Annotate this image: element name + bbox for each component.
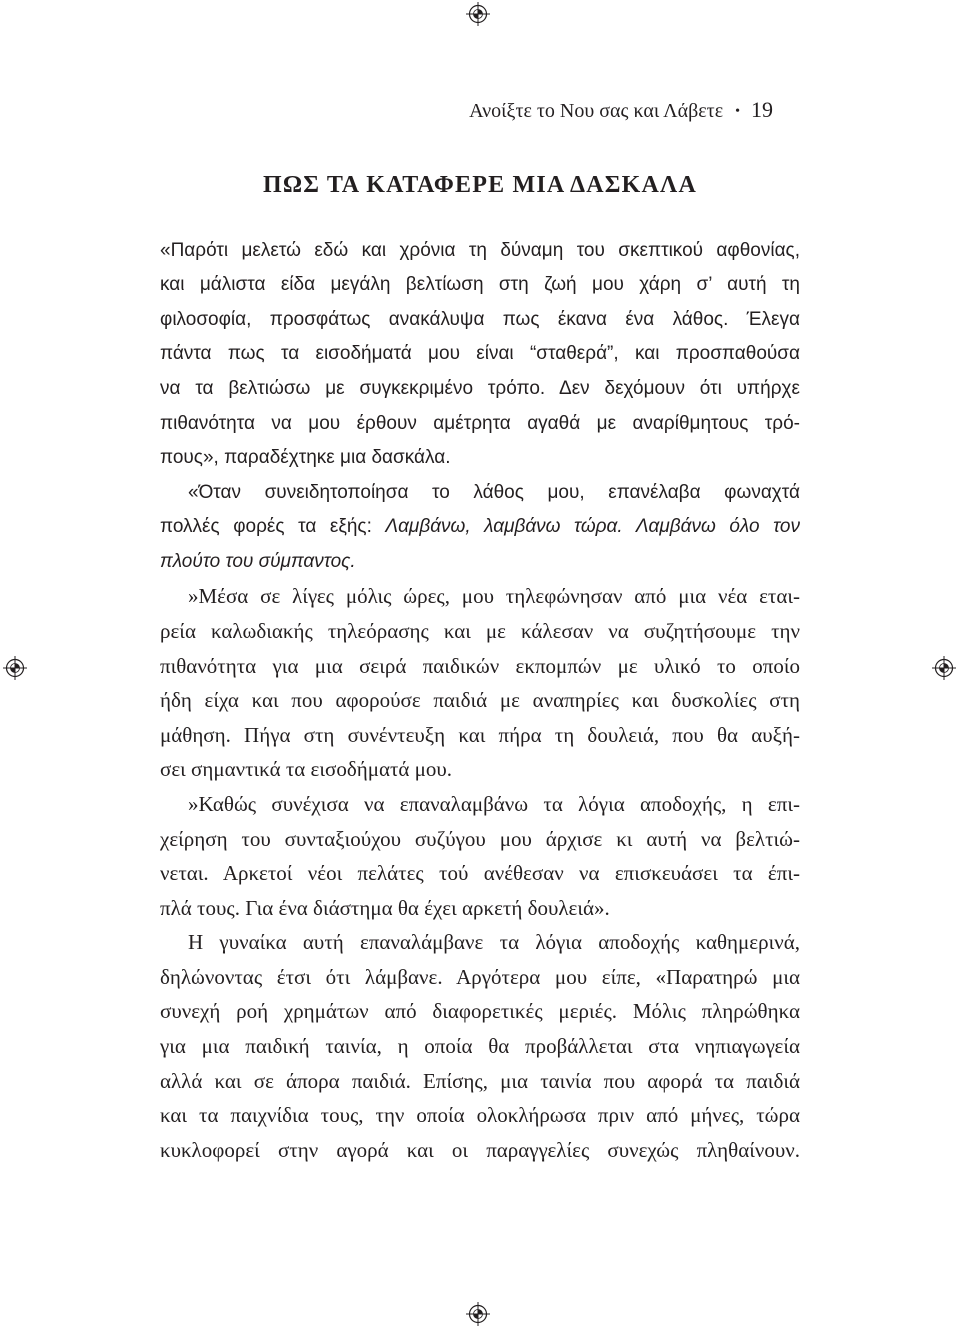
text-line: «Όταν συνειδητοποίησα το λάθος μου, επανέλαβα φωναχτά: [188, 481, 800, 503]
page-number: 19: [751, 97, 773, 122]
registration-mark-icon: [932, 656, 956, 680]
paragraph: [160, 925, 800, 1167]
text-line: και τα παιχνίδια τους, την οποία ολοκλήρωσα πριν από μήνες, τώρα: [160, 1103, 800, 1128]
running-head: [469, 95, 773, 125]
text-line: πους», παραδέχτηκε μια δασκάλα.: [160, 447, 451, 469]
text-line: συνεχή ροή χρημάτων από διαφορετικές μεριές. Μόλις πληρώθηκα: [160, 999, 800, 1024]
text-line: »Καθώς συνέχισα να επαναλαμβάνω τα λόγια αποδοχής, η επι-: [188, 791, 800, 816]
text-line: πάντα πως τα εισοδήματά μου είναι “σταθερά”, και προσπαθούσα: [160, 343, 800, 365]
text-line: »Μέσα σε λίγες μόλις ώρες, μου τηλεφώνησαν από μια νέα εται-: [188, 584, 800, 609]
text-line: πιθανότητα για μια σειρά παιδικών εκπομπών με υλικό το οποίο: [160, 653, 800, 678]
text-line: φιλοσοφία, προσφάτως ανακάλυψα πως έκανα ένα λάθος. Έλεγα: [160, 308, 800, 330]
text-line: κυκλοφορεί στην αγορά και οι παραγγελίες συνεχώς πληθαίνουν.: [160, 1137, 800, 1162]
text-line: χείρηση του συνταξιούχου συζύγου μου άρχισε κι αυτή να βελτιώ-: [160, 826, 800, 851]
text-line: Η γυναίκα αυτή επαναλάμβανε τα λόγια αποδοχής καθημερινά,: [188, 930, 800, 955]
text-line: δηλώνοντας έτσι ότι λάμβανε. Αργότερα μου είπε, «Παρατηρώ μια: [160, 964, 800, 989]
text-line: ρεία καλωδιακής τηλεόρασης και με κάλεσαν να συζητήσουμε την: [160, 619, 800, 644]
registration-mark-icon: [466, 1302, 490, 1326]
body-text: [160, 234, 800, 1168]
text-line: [160, 545, 800, 580]
text-line: μάθηση. Πήγα στη συνέντευξη και πήρα τη δουλειά, που θα αυξή-: [160, 722, 800, 747]
text-line: αλλά και σε άπορα παιδιά. Επίσης, μια ταινία που αφορά τα παιδιά: [160, 1068, 800, 1093]
running-title: Ανοίξτε το Νου σας και Λάβετε: [469, 100, 724, 122]
text-line: πιθανότητα να μου έρθουν αμέτρητα αγαθά με αναρίθμητους τρό-: [160, 412, 800, 434]
bullet-separator: •: [735, 104, 740, 119]
section-heading: ΠΩΣ ΤΑ ΚΑΤΑΦΕΡΕ ΜΙΑ ΔΑΣΚΑΛΑ: [262, 172, 697, 198]
paragraph: [160, 579, 800, 786]
text-line: για μια παιδική ταινία, η οποία θα προβάλλεται στα νηπιαγωγεία: [160, 1033, 800, 1058]
text-segment: πολλές φορές τα εξής:: [160, 516, 372, 538]
text-line: και μάλιστα είδα μεγάλη βελτίωση στη ζωή μου χάρη σ’ αυτή τη: [160, 274, 800, 296]
text-line: να τα βελτιώσω με συγκεκριμένο τρόπο. Δεν δεχόμουν ότι υπήρχε: [160, 378, 800, 399]
text-line: [160, 510, 800, 545]
paragraph: [160, 787, 800, 925]
registration-mark-icon: [466, 2, 490, 26]
paragraph: [160, 476, 800, 580]
italic-text-segment: Λαμβάνω, λαμβάνω τώρα. Λαμβάνω όλο τον: [385, 516, 801, 538]
italic-text-segment: πλούτο του σύμπαντος.: [160, 550, 356, 572]
registration-mark-icon: [3, 656, 27, 680]
text-line: πλά τους. Για ένα διάστημα θα έχει αρκετή δουλειά».: [160, 895, 610, 920]
text-line: «Παρότι μελετώ εδώ και χρόνια τη δύναμη του σκεπτικού αφθονίας,: [160, 239, 800, 261]
text-line: σει σημαντικά τα εισοδήματά μου.: [160, 757, 453, 782]
text-line: νεται. Αρκετοί νέοι πελάτες τού ανέθεσαν να επισκευάσει τα έπι-: [160, 861, 800, 886]
paragraph: [160, 234, 800, 476]
text-line: ήδη είχα και που αφορούσε παιδιά με αναπηρίες και δυσκολίες στη: [160, 688, 800, 713]
